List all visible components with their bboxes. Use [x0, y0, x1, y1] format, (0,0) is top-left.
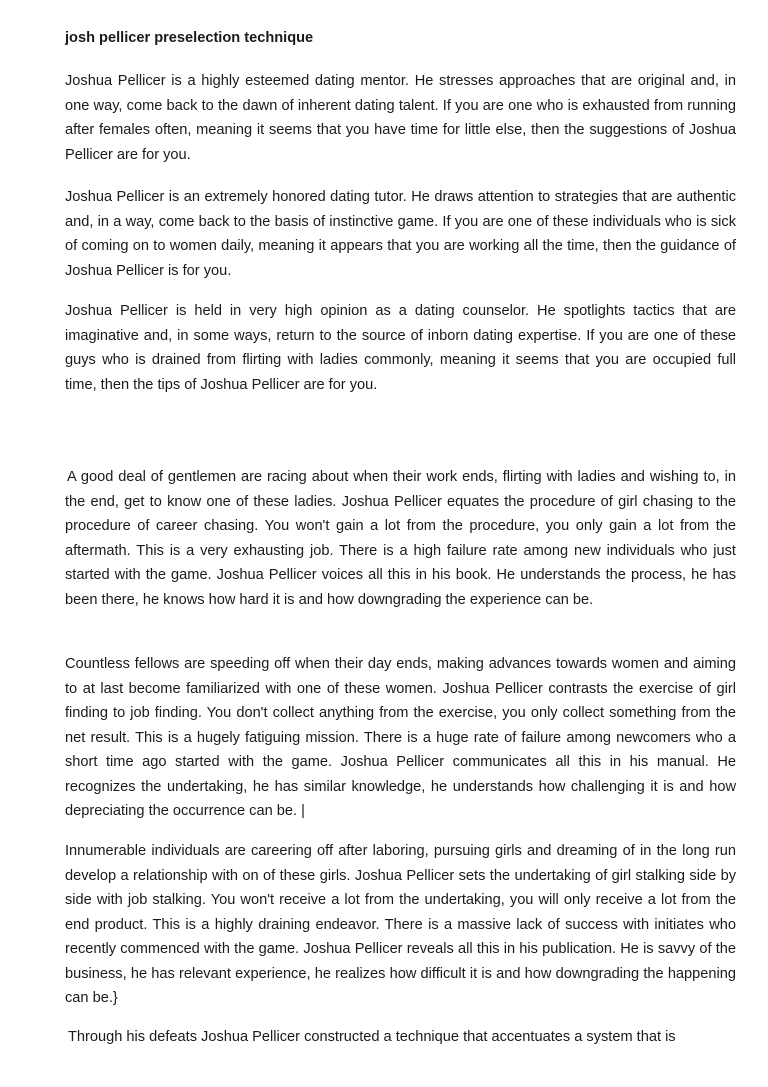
paragraph-7: Through his defeats Joshua Pellicer constructed a technique that accentuates a system that is — [68, 1029, 676, 1045]
paragraph-1: Joshua Pellicer is a highly esteemed dating mentor. He stresses approaches that are original and, in one way, come back to the dawn of inherent dating talent. If you are one who is exhausted from running after females often, meaning it seems that you have time for little else, then the suggestions of Joshua Pellicer are for you. — [65, 73, 736, 163]
paragraph-3: Joshua Pellicer is held in very high opinion as a dating counselor. He spotlights tactics that are imaginative and, in some ways, return to the source of inborn dating expertise. If you are one of these guys who is drained from flirting with ladies commonly, meaning it seems that you are occupied full time, then the tips of Joshua Pellicer are for you. — [65, 303, 736, 393]
document-title: josh pellicer preselection technique — [65, 30, 314, 46]
paragraph-5: Countless fellows are speeding off when their day ends, making advances towards women and aiming to at last become familiarized with one of these women. Joshua Pellicer contrasts the exercise of girl finding to job finding. You don't collect anything from the exercise, you only collect something from the net result. This is a hugely fatiguing mission. There is a huge rate of failure among newcomers who a short time ago started with the game. Joshua Pellicer communicates all this in his manual. He recognizes the undertaking, he has similar knowledge, he understands how challenging it is and how depreciating the occurrence can be. | — [65, 656, 736, 819]
paragraph-6: Innumerable individuals are careering off after laboring, pursuing girls and dreaming of in the long run develop a relationship with on of these girls. Joshua Pellicer sets the undertaking of girl stalking side by side with job stalking. You won't receive a lot from the undertaking, you will only receive a lot from the end product. This is a highly draining endeavor. There is a massive lack of success with initiates who recently commenced with the game. Joshua Pellicer reveals all this in his publication. He is savvy of the business, he has relevant experience, he realizes how difficult it is and how downgrading the happening can be.} — [65, 843, 736, 1006]
paragraph-4: A good deal of gentlemen are racing about when their work ends, flirting with ladies and wishing to, in the end, get to know one of these ladies. Joshua Pellicer equates the procedure of girl chasing to the procedure of career chasing. You won't gain a lot from the procedure, you only gain a lot from the aftermath. This is a very exhausting job. There is a high failure rate among new individuals who just started with the game. Joshua Pellicer voices all this in his book. He understands the process, he has been there, he knows how hard it is and how downgrading the experience can be. — [65, 469, 736, 608]
paragraph-2: Joshua Pellicer is an extremely honored dating tutor. He draws attention to strategies that are authentic and, in a way, come back to the basis of instinctive game. If you are one of these individuals who is sick of coming on to women daily, meaning it appears that you are working all the time, then the guidance of Joshua Pellicer is for you. — [65, 189, 736, 279]
document-page — [65, 0, 736, 1087]
